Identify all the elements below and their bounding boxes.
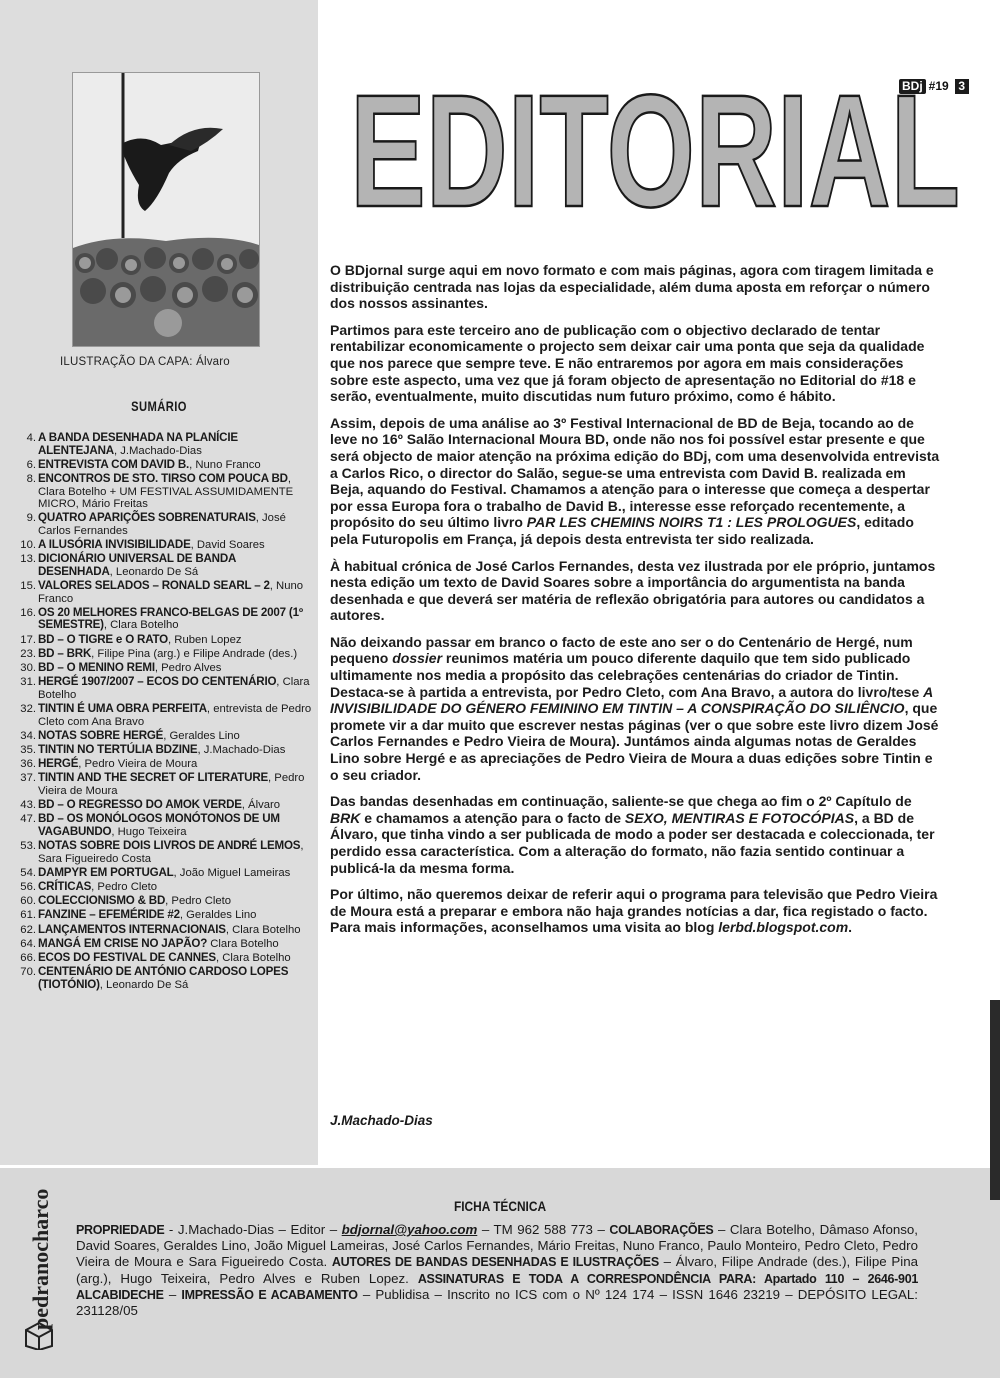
toc-item [20, 553, 312, 578]
paragraph-2: Partimos para este terceiro ano de publicação com o objectivo declarado de tentar rentabilizar economicamente o projecto sem deixar cair uma ponta que seja da qualidade que nos parece que sempre teve. E não entraremos por agora em mais considerações sobre este aspecto, uma vez que já foram objecto de apresentação no Editorial do #18 e serão, eventualmente, muito discutidas num futuro próximo, como é hábito. [330, 321, 925, 405]
toc-item [20, 580, 312, 605]
toc-page: 66. [20, 952, 36, 964]
ficha-tecnica: PROPRIEDADE - J.Machado-Dias – Editor – bdjornal@yahoo.com – TM 962 588 773 – COLABORAÇÕES – Clara Botelho, Dâmaso Afonso, David Soares, Geraldes Lino, João Miguel Lameiras, José Carlos Fernandes, Mário Freitas, Nuno Franco, Paulo Monteiro, Pedro Cleto, Pedro Vieira de Moura e Sara Figueiredo Costa. AUTORES DE BANDAS DESENHADAS E ILUSTRAÇÕES – Álvaro, Filipe Andrade (des.), Filipe Pina (arg.), Hugo Teixeira, Pedro Alves e Ruben Lopez. ASSINATURAS E TODA A CORRESPONDÊNCIA PARA: Apartado 110 – 2646-901 ALCABIDECHE – IMPRESSÃO E ACABAMENTO – Publidisa – Inscrito no ICS com o Nº 124 174 – ISSN 1646 23219 – DEPÓSITO LEGAL: 231128/05 [76, 1222, 919, 1319]
toc-author: , Clara Botelho [103, 619, 179, 632]
toc-item [20, 648, 312, 661]
toc-page: 36. [20, 758, 36, 771]
toc-title: FANZINE – EFEMÉRIDE #2 [38, 908, 180, 922]
toc-title: BD – O REGRESSO DO AMOK VERDE [38, 798, 242, 812]
cover-credit: ILUSTRAÇÃO DA CAPA: Álvaro [60, 356, 230, 368]
toc-item [20, 512, 312, 537]
toc-author: , Ruben Lopez [168, 633, 242, 646]
toc-item [20, 703, 312, 728]
toc-title: CRÍTICAS [38, 880, 92, 894]
toc-item [20, 744, 312, 757]
blog-link: lerbd.blogspot.com [718, 919, 849, 936]
toc-item [20, 459, 312, 472]
toc-title: OS 20 MELHORES FRANCO-BELGAS DE 2007 (1º SEMESTRE) [38, 605, 303, 632]
toc-item [20, 607, 312, 632]
paragraph-5: Não deixando passar em branco o facto de este ano ser o do Centenário de Hergé, num pequeno dossier reunimos matéria um pouco diferente daquilo que tem sido publicado ultimamente nos media a propósito das celebrações centenárias do criador de Tintin. Destaca-se à partida a entrevista, por Pedro Cleto, com Ana Bravo, a autora do livro/tese A INVISIBILIDADE DO GÉNERO FEMININO EM TINTIN – A CONSPIRAÇÃO DO SILIÊNCIO, que promete vir a dar muito que escrever nestas páginas (ver o que sobre este livro dizem José Carlos Fernandes e Pedro Vieira de Moura). Juntámos ainda algumas notas de Geraldes Lino sobre Hergé e as apreciações de Pedro Vieira de Moura a duas edições sobre Tintin e o seu criador. [330, 633, 939, 783]
signature: J.Machado-Dias [330, 1113, 433, 1128]
toc-page: 10. [20, 539, 36, 552]
toc-item [20, 539, 312, 552]
toc-title: BD – OS MONÓLOGOS MONÓTONOS DE UM VAGABUNDO [38, 812, 280, 838]
toc-item [20, 662, 312, 675]
toc-title: ECOS DO FESTIVAL DE CANNES [38, 951, 216, 964]
paragraph-1: O BDjornal surge aqui em novo formato e com mais páginas, agora com tiragem limitada e distribuição centrada nas lojas da especialidade, além duma aposta em reforçar o número dos nossos assinantes. [330, 262, 934, 312]
toc-title: MANGÁ EM CRISE NO JAPÃO? [38, 936, 208, 950]
toc-author: , Filipe Pina (arg.) e Filipe Andrade (des.) [91, 647, 298, 660]
toc-author: , Geraldes Lino [179, 909, 257, 922]
badge-issue: #19 [928, 79, 949, 93]
toc-page: 16. [20, 606, 36, 619]
toc-page: 70. [20, 966, 36, 979]
toc-page: 32. [20, 703, 36, 715]
publisher-logo-text: pedranocharco [28, 1188, 53, 1330]
toc-page: 47. [20, 813, 36, 826]
toc-item [20, 676, 312, 701]
toc-author: , João Miguel Lameiras [173, 866, 291, 879]
email-link[interactable]: bdjornal@yahoo.com [341, 1222, 478, 1237]
toc-item [20, 867, 312, 880]
toc-item [20, 966, 312, 991]
toc-title: TINTIN NO TERTÚLIA BDZINE [38, 742, 198, 756]
toc-title: A BANDA DESENHADA NA PLANÍCIE ALENTEJANA [38, 431, 238, 457]
toc-author: , José Carlos Fernandes [38, 512, 286, 537]
toc-author: , Clara Botelho + UM FESTIVAL ASSUMIDAMENTE MICRO, Mário Freitas [38, 472, 294, 511]
page-number: 3 [955, 79, 969, 94]
toc-title: A ILUSÓRIA INVISIBILIDADE [38, 538, 191, 552]
toc-author: , Pedro Cleto [165, 895, 232, 908]
toc-title: ENCONTROS DE STO. TIRSO COM POUCA BD [38, 471, 288, 485]
toc-item [20, 909, 312, 922]
toc-title: HERGÉ 1907/2007 – ECOS DO CENTENÁRIO [38, 675, 277, 689]
toc-title: ENTREVISTA COM DAVID B. [38, 457, 190, 471]
toc-page: 9. [26, 512, 36, 525]
toc-author: , Leonardo De Sá [99, 978, 189, 991]
toc-author: Clara Botelho [207, 937, 279, 950]
toc-author: , Leonardo De Sá [109, 565, 199, 578]
publisher-logo [22, 1180, 56, 1350]
table-of-contents [20, 432, 312, 993]
toc-author: , J.Machado-Dias [113, 444, 202, 457]
toc-item [20, 758, 312, 771]
toc-author: , Pedro Vieira de Moura [38, 772, 305, 797]
toc-item [20, 813, 312, 838]
toc-item [20, 730, 312, 743]
toc-item [20, 799, 312, 812]
toc-page: 60. [20, 895, 36, 908]
toc-page: 54. [20, 866, 36, 879]
toc-author: , Clara Botelho [215, 952, 291, 964]
paragraph-3: Assim, depois de uma análise ao 3º Festival Internacional de BD de Beja, tocando ao de leve no 16º Salão Internacional Moura BD, onde não nos foi possível estar presente e que será objecto de maior atenção na próxima edição do BDj, com uma desenvolvida entrevista a Carlos Rico, o director do Salão, segue-se uma entrevista com David B. realizada em Beja, aquando do Festival. Chamamos a atenção para o interesse que começa a despertar por essa Europa fora o trabalho de David B., interesse esse reforçado recentemente, a propósito do seu último livro PAR LES CHEMINS NOIRS T1 : LES PROLOGUES, editado pela Futuropolis em França, já depois desta entrevista ter sido realizada. [330, 414, 940, 547]
toc-author: , Geraldes Lino [163, 729, 240, 742]
toc-title: BD – BRK [38, 646, 92, 660]
toc-item [20, 938, 312, 951]
toc-item [20, 473, 312, 511]
toc-title: VALORES SELADOS – RONALD SEARL – 2 [38, 579, 270, 593]
toc-item [20, 772, 312, 797]
toc-title: TINTIN AND THE SECRET OF LITERATURE [38, 771, 269, 785]
page-edge [990, 1000, 1000, 1200]
toc-page: 34. [20, 729, 36, 742]
toc-title: DAMPYR EM PORTUGAL [38, 865, 174, 879]
toc-item [20, 840, 312, 865]
toc-item [20, 952, 312, 965]
toc-page: 4. [26, 432, 36, 444]
toc-author: , Pedro Vieira de Moura [78, 758, 198, 771]
toc-author: , entrevista de Pedro Cleto com Ana Bravo [38, 703, 312, 728]
paragraph-7: Por último, não queremos deixar de referir aqui o programa para televisão que Pedro Vieira de Moura está a preparar e embora não haja grandes notícias a dar, fica registado o facto. Para mais informações, aconselhamos uma visita ao blog lerbd.blogspot.com. [330, 886, 938, 936]
toc-title: BD – O TIGRE e O RATO [38, 632, 169, 646]
toc-author: , Sara Figueiredo Costa [38, 840, 304, 865]
toc-item [20, 924, 312, 937]
toc-title: BD – O MENINO REMI [38, 661, 155, 675]
toc-page: 17. [20, 633, 36, 646]
toc-author: , Pedro Alves [154, 662, 222, 675]
toc-page: 56. [20, 881, 36, 894]
toc-author: , Pedro Cleto [91, 881, 158, 894]
toc-author: , Nuno Franco [189, 458, 261, 471]
toc-author: , Álvaro [241, 799, 281, 812]
toc-title: LANÇAMENTOS INTERNACIONAIS [38, 922, 226, 936]
toc-page: 64. [20, 937, 36, 950]
toc-title: NOTAS SOBRE HERGÉ [38, 728, 164, 742]
page-title [350, 70, 970, 270]
toc-title: TINTIN É UMA OBRA PERFEITA [38, 702, 207, 715]
toc-item [20, 634, 312, 647]
toc-page: 43. [20, 799, 36, 812]
toc-author: , Hugo Teixeira [111, 825, 187, 838]
toc-page: 30. [20, 662, 36, 675]
toc-page: 53. [20, 840, 36, 853]
toc-page: 13. [20, 553, 36, 566]
toc-title: NOTAS SOBRE DOIS LIVROS DE ANDRÉ LEMOS [38, 839, 301, 853]
badge-logo: BDj [899, 79, 926, 94]
toc-page: 31. [20, 676, 36, 689]
editorial-body [330, 262, 942, 946]
toc-page: 23. [20, 647, 36, 660]
toc-item [20, 881, 312, 894]
cover-illustration [72, 72, 260, 347]
toc-author: , Nuno Franco [38, 580, 304, 605]
toc-title: HERGÉ [38, 757, 79, 771]
page-title-text: EDITORIAL [350, 70, 960, 240]
toc-page: 6. [26, 458, 36, 471]
toc-page: 8. [26, 472, 36, 485]
toc-item [20, 895, 312, 908]
toc-title: CENTENÁRIO DE ANTÓNIO CARDOSO LOPES (TIOTÓNIO) [38, 965, 289, 991]
paragraph-6: Das bandas desenhadas em continuação, saliente-se que chega ao fim o 2º Capítulo de BRK e chamamos a atenção para o facto de SEXO, MENTIRAS E FOTOCÓPIAS, a BD de Álvaro, que tinha vindo a ser publicada de modo a poder ser destacada e coleccionada, ter perdido essa característica. Com a alteração do formato, não fazia sentido continuar a publicá-la da mesma forma. [330, 793, 935, 876]
toc-author: , David Soares [190, 539, 265, 552]
sumario-title: SUMÁRIO [131, 398, 187, 414]
toc-item [20, 432, 312, 457]
paragraph-4: À habitual crónica de José Carlos Fernandes, desta vez ilustrada por ele próprio, juntamos nesta edição um texto de David Soares sobre a importância do argumentista na banda desenhada e que deverá ser matéria de reflexão obrigatória para autores ou candidatos a autores. [330, 557, 936, 624]
toc-author: , Clara Botelho [225, 923, 301, 936]
toc-author: , J.Machado-Dias [197, 743, 286, 756]
toc-title: COLECCIONISMO & BD [38, 894, 166, 908]
ficha-title: FICHA TÉCNICA [453, 1198, 547, 1214]
toc-page: 61. [20, 909, 36, 922]
toc-page: 37. [20, 772, 36, 785]
toc-title: QUATRO APARIÇÕES SOBRENATURAIS [38, 511, 256, 525]
toc-author: , Clara Botelho [38, 676, 310, 701]
toc-page: 62. [20, 923, 36, 936]
toc-page: 35. [20, 743, 36, 756]
toc-page: 15. [20, 580, 36, 593]
toc-title: DICIONÁRIO UNIVERSAL DE BANDA DESENHADA [38, 552, 236, 578]
